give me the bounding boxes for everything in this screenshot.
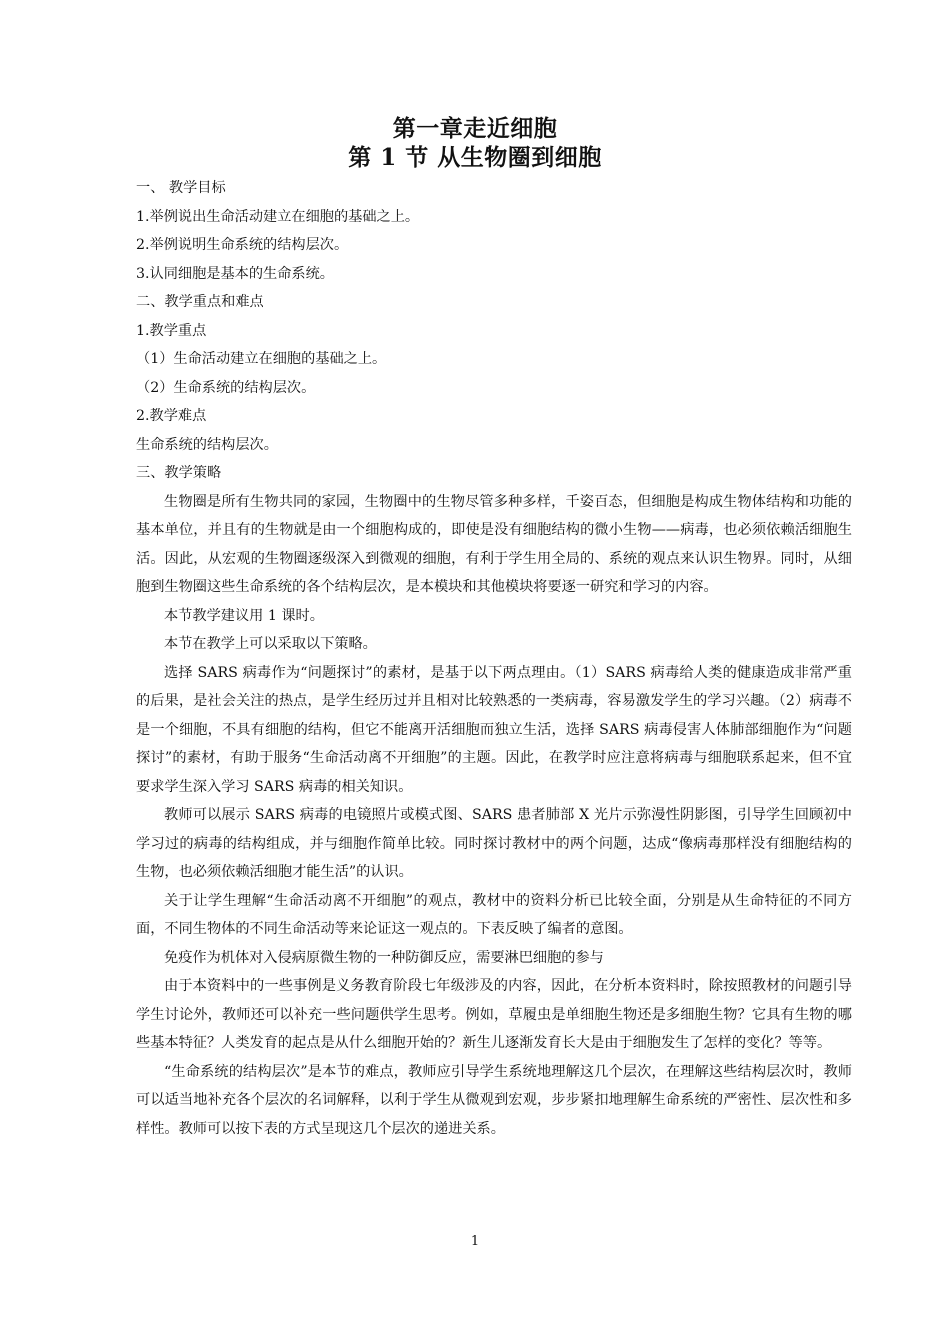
body-paragraph: 免疫作为机体对入侵病原微生物的一种防御反应，需要淋巴细胞的参与: [164, 949, 604, 966]
heading-teaching-strategy: 三、教学策略: [136, 465, 222, 481]
heading-key-points: 二、教学重点和难点: [136, 294, 264, 310]
subheading-key-point: 1.教学重点: [136, 322, 207, 339]
body-paragraph: 生物圈是所有生物共同的家园，生物圈中的生物尽管多种多样，千姿百态，但细胞是构成生物体结构和功能的基本单位，并且有的生物就是由一个细胞构成的，即使是没有细胞结构的微小生物——病毒，也必须依赖活细胞生活。因此，从宏观的生物圈逐级深入到微观的细胞，有利于学生用全局的、系统的观点来认识生物界。同时，从细胞到生物圈这些生命系统的各个结构层次，是本模块和其他模块将要逐一研究和学习的内容。: [136, 493, 852, 595]
difficult-point-item: 生命系统的结构层次。: [136, 436, 278, 453]
body-paragraph: 教师可以展示 SARS 病毒的电镜照片或模式图、SARS 患者肺部 X 光片示弥漫性阴影图，引导学生回顾初中学习过的病毒的结构组成，并与细胞作简单比较。同时探讨教材中的两个问题，达成“像病毒那样没有细胞结构的生物，也必须依赖活细胞才能生活”的认识。: [136, 807, 852, 880]
body-paragraph: 关于让学生理解“生命活动离不开细胞”的观点，教材中的资料分析已比较全面，分别是从生命特征的不同方面，不同生物体的不同生命活动等来论证这一观点的。下表反映了编者的意图。: [136, 892, 852, 937]
key-point-item: （1）生命活动建立在细胞的基础之上。: [136, 351, 387, 367]
goal-item: 2.举例说明生命系统的结构层次。: [136, 237, 349, 253]
goal-item: 1.举例说出生命活动建立在细胞的基础之上。: [136, 208, 420, 225]
body-paragraph: 本节教学建议用 1 课时。: [164, 607, 324, 624]
body-paragraph: “生命系统的结构层次”是本节的难点，教师应引导学生系统地理解这几个层次，在理解这些结构层次时，教师可以适当地补充各个层次的名词解释，以利于学生从微观到宏观，步步紧扣地理解生命系统的严密性、层次性和多样性。教师可以按下表的方式呈现这几个层次的递进关系。: [136, 1063, 852, 1137]
key-point-item: （2）生命系统的结构层次。: [136, 379, 316, 396]
subheading-difficult-point: 2.教学难点: [136, 408, 207, 424]
body-paragraph: 本节在教学上可以采取以下策略。: [164, 636, 377, 652]
document-body: [136, 174, 852, 1143]
heading-teaching-goals: 一、 教学目标: [136, 180, 226, 196]
body-paragraph: 由于本资料中的一些事例是义务教育阶段七年级涉及的内容，因此，在分析本资料时，除按照教材的问题引导学生讨论外，教师还可以补充一些问题供学生思考。例如，草履虫是单细胞生物还是多细胞生物？它具有生物的哪些基本特征？人类发育的起点是从什么细胞开始的？新生儿逐渐发育长大是由于细胞发生了怎样的变化？等等。: [136, 978, 852, 1051]
page-number: 1: [470, 1234, 480, 1249]
chapter-title: 第一章走近细胞: [392, 115, 558, 142]
body-paragraph: 选择 SARS 病毒作为“问题探讨”的素材，是基于以下两点理由。（1）SARS 病毒给人类的健康造成非常严重的后果，是社会关注的热点，是学生经历过并且相对比较熟悉的一类病毒，容易激发学生的学习兴趣。（2）病毒不是一个细胞，不具有细胞的结构，但它不能离开活细胞而独立生活，选择 SARS 病毒侵害人体肺部细胞作为“问题探讨”的素材，有助于服务“生命活动离不开细胞”的主题。因此，在教学时应注意将病毒与细胞联系起来，但不宜要求学生深入学习 SARS 病毒的相关知识。: [136, 664, 852, 795]
section-title: 第 1 节 从生物圈到细胞: [348, 144, 602, 171]
goal-item: 3.认同细胞是基本的生命系统。: [136, 265, 334, 282]
